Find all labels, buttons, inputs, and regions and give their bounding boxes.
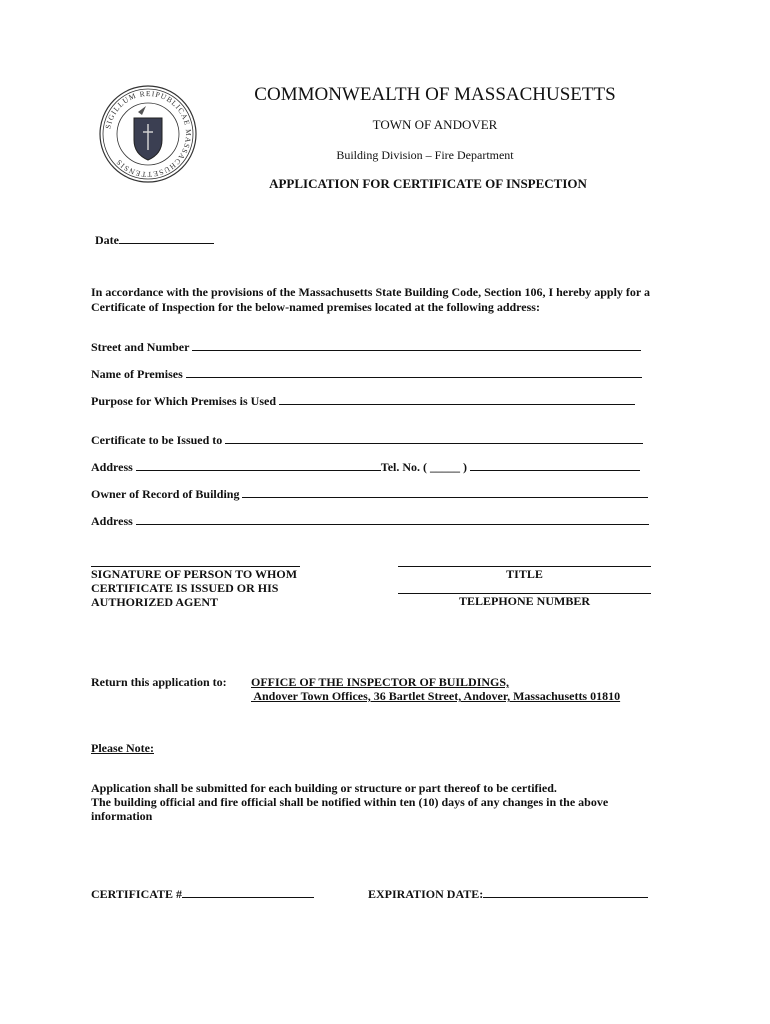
certificate-field[interactable]: [91, 886, 314, 902]
expiration-label: EXPIRATION DATE:: [368, 887, 484, 901]
signature-caption-line1: SIGNATURE OF PERSON TO WHOM: [91, 567, 298, 581]
address-label: Address: [91, 460, 133, 474]
owner-field[interactable]: [91, 486, 648, 502]
street-label: Street and Number: [91, 340, 190, 354]
purpose-line: [279, 393, 635, 405]
date-label: Date: [95, 233, 119, 247]
division-name: Building Division – Fire Department: [336, 148, 514, 162]
note-heading: Please Note:: [91, 741, 154, 755]
address2-field[interactable]: [91, 513, 649, 529]
page-title: COMMONWEALTH OF MASSACHUSETTS: [254, 84, 616, 105]
svg-text:SIGILLUM REIPUBLICAE MASSACHUS: SIGILLUM REIPUBLICAE MASSACHUSETTENSIS: [103, 88, 194, 180]
address-field[interactable]: [91, 459, 640, 475]
street-line: [192, 339, 641, 351]
certificate-line: [182, 886, 314, 898]
telephone-caption: TELEPHONE NUMBER: [458, 594, 590, 608]
return-label: Return this application to:: [91, 675, 227, 689]
title-caption: TITLE: [506, 567, 543, 581]
note-line1: Application shall be submitted for each building or structure or part thereof to be certified.: [91, 781, 557, 795]
intro-paragraph: In accordance with the provisions of the Massachusetts State Building Code, Section 106, I hereby apply for a Certificate of Inspection for the below-named premises located at the following address:: [91, 285, 651, 314]
owner-label: Owner of Record of Building: [91, 487, 240, 501]
owner-line: [242, 486, 648, 498]
address-line: [136, 459, 381, 471]
note-line2: The building official and fire official shall be notified within ten (10) days of any changes in the above information: [91, 795, 609, 823]
issued-to-label: Certificate to be Issued to: [91, 433, 223, 447]
form-title: APPLICATION FOR CERTIFICATE OF INSPECTION: [269, 176, 587, 191]
expiration-line: [483, 886, 648, 898]
address2-line: [136, 513, 649, 525]
date-line: [119, 232, 214, 244]
premises-field[interactable]: [91, 366, 642, 382]
signature-caption-line3: AUTHORIZED AGENT: [91, 595, 219, 609]
purpose-field[interactable]: [91, 393, 635, 409]
signature-caption-line2: CERTIFICATE IS ISSUED OR HIS: [91, 581, 279, 595]
certificate-label: CERTIFICATE #: [91, 887, 183, 901]
tel-line: [470, 459, 640, 471]
purpose-label: Purpose for Which Premises is Used: [91, 394, 276, 408]
return-address: Andover Town Offices, 36 Bartlet Street, Andover, Massachusetts 01810: [251, 689, 621, 703]
tel-label: Tel. No. ( _____ ): [380, 460, 468, 474]
date-field[interactable]: [95, 232, 214, 248]
issued-to-line: [225, 432, 643, 444]
issued-to-field[interactable]: [91, 432, 643, 448]
address2-label: Address: [91, 514, 133, 528]
street-field[interactable]: [91, 339, 641, 355]
premises-label: Name of Premises: [91, 367, 183, 381]
expiration-field[interactable]: [368, 886, 648, 902]
town-name: TOWN OF ANDOVER: [372, 117, 498, 132]
signature-caption: [91, 567, 297, 609]
return-office: OFFICE OF THE INSPECTOR OF BUILDINGS,: [251, 675, 510, 689]
premises-line: [186, 366, 642, 378]
